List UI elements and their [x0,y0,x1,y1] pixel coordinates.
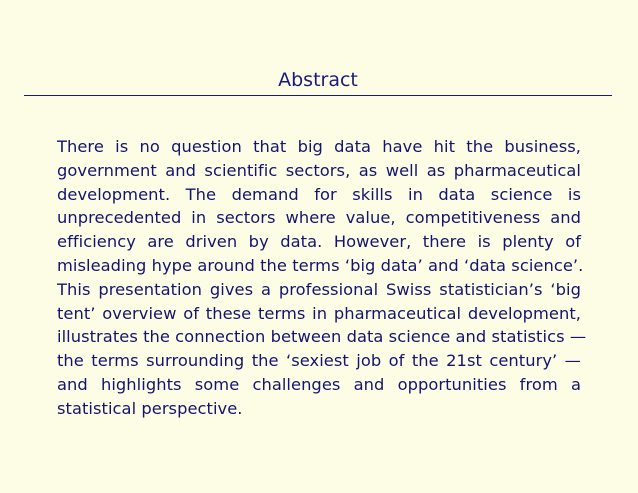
abstract-line: misleading hype around the terms ‘big data’ and ‘data science’. [57,255,584,275]
abstract-paragraph [57,135,587,421]
abstract-line: statistical perspective. [57,398,243,418]
abstract-line: the terms surrounding the ‘sexiest job of the 21st century’ — [57,351,581,371]
abstract-line: development. The demand for skills in data science is [57,184,581,204]
abstract-line: and highlights some challenges and opportunities from a [57,374,581,394]
abstract-line: illustrates the connection between data science and statistics — [57,327,587,347]
abstract-line: unprecedented in sectors where value, competitiveness and [57,208,581,228]
slide-title: Abstract [278,69,358,91]
abstract-line: efficiency are driven by data. However, there is plenty of [57,232,581,252]
abstract-line: This presentation gives a professional Swiss statistician’s ‘big [57,279,581,299]
abstract-line: tent’ overview of these terms in pharmaceutical development, [57,303,581,323]
title-underline [24,95,612,96]
abstract-line: There is no question that big data have hit the business, [57,137,581,156]
abstract-line: government and scientific sectors, as well as pharmaceutical [57,160,581,180]
